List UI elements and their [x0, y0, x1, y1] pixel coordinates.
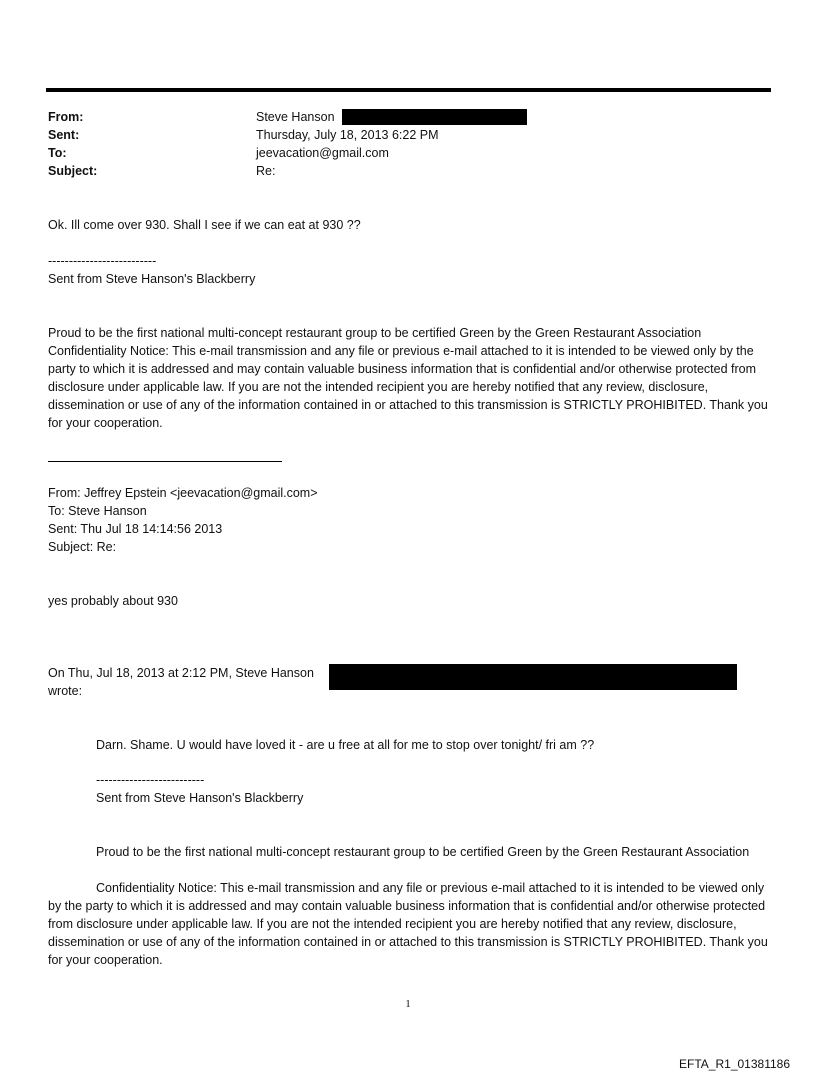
- nested-body: Darn. Shame. U would have loved it - are u free at all for me to stop over tonight/ fri am ??: [96, 738, 595, 752]
- sent-value: Thursday, July 18, 2013 6:22 PM: [256, 128, 439, 142]
- reply-confidentiality-notice: Confidentiality Notice: This e-mail transmission and any file or previous e-mail attached to it is intended to be viewed only by the party to which it is addressed and may contain valuable business information that is confidential and/or otherwise protected from disclosure under applicable law. If you are not the intended recipient you are hereby notified that any review, disclosure, dissemination or use of any of the information contained in or attached to this transmission is STRICTLY PROHIBITED. Thank you for your cooperation.: [48, 344, 768, 430]
- page-number: 1: [405, 998, 411, 1010]
- to-label: To:: [48, 146, 67, 160]
- sent-label: Sent:: [48, 128, 80, 142]
- quoted-on-line: On Thu, Jul 18, 2013 at 2:12 PM, Steve Hanson: [48, 666, 314, 680]
- from-label: From:: [48, 110, 84, 124]
- reply-body: Ok. Ill come over 930. Shall I see if we can eat at 930 ??: [48, 218, 361, 232]
- quoted-from: From: Jeffrey Epstein <jeevacation@gmail.com>: [48, 486, 318, 500]
- quoted-sent: Sent: Thu Jul 18 14:14:56 2013: [48, 522, 223, 536]
- quoted-body: yes probably about 930: [48, 594, 178, 608]
- reply-dashes: --------------------------: [48, 254, 157, 268]
- nested-signature: Sent from Steve Hanson's Blackberry: [96, 791, 304, 805]
- nested-confidentiality-notice: Confidentiality Notice: This e-mail transmission and any file or previous e-mail attached to it is intended to be viewed only by the party to which it is addressed and may contain valuable business information that is confidential and/or otherwise protected from disclosure under applicable law. If you are not the intended recipient you are hereby notified that any review, disclosure, dissemination or use of any of the information contained in or attached to this transmission is STRICTLY PROHIBITED. Thank you for your cooperation.: [48, 881, 768, 967]
- redaction-bar: [342, 109, 527, 125]
- nested-dashes: --------------------------: [96, 773, 205, 787]
- subject-value: Re:: [256, 164, 276, 178]
- reply-disclaimer-green: Proud to be the first national multi-concept restaurant group to be certified Green by the Green Restaurant Association: [48, 326, 702, 340]
- quoted-subject: Subject: Re:: [48, 540, 117, 554]
- document-id: EFTA_R1_01381186: [679, 1057, 790, 1071]
- quote-separator: [48, 461, 282, 462]
- header-rule: [46, 88, 771, 92]
- reply-signature: Sent from Steve Hanson's Blackberry: [48, 272, 256, 286]
- quoted-wrote: wrote:: [48, 684, 83, 698]
- from-value: Steve Hanson: [256, 110, 335, 124]
- subject-label: Subject:: [48, 164, 98, 178]
- nested-disclaimer-green: Proud to be the first national multi-concept restaurant group to be certified Green by the Green Restaurant Association: [96, 845, 750, 859]
- to-value: jeevacation@gmail.com: [256, 146, 389, 160]
- quoted-to: To: Steve Hanson: [48, 504, 147, 518]
